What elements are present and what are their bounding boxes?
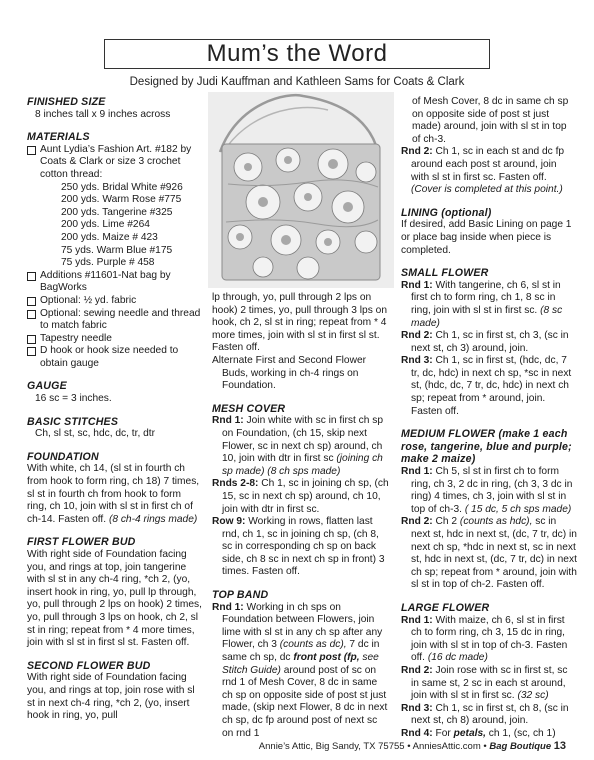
column-right [401, 96, 577, 741]
bag-photo [208, 92, 394, 288]
large-flower-heading: LARGE FLOWER [401, 601, 490, 614]
mesh-rnds-2-8: Rnds 2-8: Ch 1, sc in joining ch sp, (ch 15, sc in next ch sp) around, ch 10, join with dtr in first sc. [212, 478, 389, 515]
material-item: Aunt Lydia’s Fashion Art. #182 by Coats & Clark or size 3 crochet cotton thread: [27, 144, 202, 182]
basic-stitches-heading: BASIC STITCHES [27, 415, 119, 428]
large-rnd-4: Rnd 4: For petals, ch 1, (sc, ch 1) [401, 727, 556, 739]
gauge-text: 16 sc = 3 inches. [35, 393, 112, 405]
small-rnd-3: Rnd 3: Ch 1, sc in first st, (hdc, dc, 7 tr, dc, hdc) in next ch sp, *sc in next st, (hdc, dc, 7 tr, dc, hdc) in next ch sp; repeat from * around, join. Fasten off. [401, 355, 572, 417]
basic-stitches-text: Ch, sl st, sc, hdc, dc, tr, dtr [35, 428, 156, 440]
page-footer [0, 740, 566, 752]
first-bud-heading: FIRST FLOWER BUD [27, 536, 136, 549]
large-rnd-3: Rnd 3: Ch 1, sc in first st, ch 8, (sc in next st, ch 8) around, join. [401, 702, 569, 727]
second-bud-heading: SECOND FLOWER BUD [27, 659, 151, 672]
medium-rnd-1: Rnd 1: Ch 5, sl st in first ch to form ring, ch 3, 2 dc in ring, (ch 3, 3 dc in ring) 4 times, ch 3, join with sl st in top of ch-3. ( 15 dc, 5 ch sps made) [401, 466, 573, 515]
mesh-row-9: Row 9: Working in rows, flatten last rnd, ch 1, sc in joining ch sp, (ch 8, sc in corresponding ch sp on back side, ch 8 sc in next ch sp in front) 3 times. Fasten off. [212, 516, 385, 578]
mesh-continued-text: of Mesh Cover, 8 dc in same ch sp on opposite side of post st just made) around, join with sl st in top of ch-3. [412, 96, 569, 145]
checkbox-icon [27, 347, 36, 356]
top-band-heading: TOP BAND [212, 589, 269, 602]
yarn-line: 75 yds. Warm Blue #175 [61, 244, 173, 256]
material-item: Tapestry needle [27, 333, 202, 346]
medium-rnd-2: Rnd 2: Ch 2 (counts as hdc), sc in next st, hdc in next st, (dc, 7 tr, dc) in next ch sp, *hdc in next st, sc in next st, hdc in next st, (dc, 7 tr, dc) in next ch sp; repeat from * around, join with sl st in top of ch-2. Fasten off. [401, 516, 577, 591]
material-item: Additions #11601-Nat bag by BagWorks [27, 270, 202, 295]
designer-credit: Designed by Judi Kauffman and Kathleen Sams for Coats & Clark [129, 76, 465, 88]
small-rnd-1: Rnd 1: With tangerine, ch 6, sl st in first ch to form ring, ch 1, 8 sc in ring, join with sl st in first sc. (8 sc made) [401, 279, 563, 329]
checkbox-icon [27, 297, 36, 306]
small-rnd-2: Rnd 2: Ch 1, sc in first st, ch 3, (sc in next st, ch 3) around, join. [401, 330, 569, 354]
page-number: 13 [553, 740, 566, 752]
footer-book-title: Bag Boutique [489, 741, 552, 752]
checkbox-icon [27, 310, 36, 319]
footer-publisher: Annie’s Attic, Big Sandy, TX 75755 • AnniesAttic.com • [258, 741, 487, 752]
checkbox-icon [27, 146, 36, 155]
bud-continued-text: lp through, yo, pull through 2 lps on hook) 2 times, yo, pull through 3 lps on hook, ch 2, sl st in ring; repeat from * 4 more times, join with sl st in first sl st. Fasten off. [212, 292, 387, 354]
lining-text: If desired, add Basic Lining on page 1 or place bag inside when piece is completed. [401, 219, 572, 256]
yarn-line: 250 yds. Bridal White #926 [61, 181, 183, 193]
yarn-line: 200 yds. Lime #264 [61, 219, 150, 231]
top-band-rnd-1: Rnd 1: Working in ch sps on Foundation between Flowers, join lime with sl st in any ch sp after any Flower, ch 3 (counts as dc), 7 dc in same ch sp, dc front post (fp, see Stitch Guide) around post of sc on rnd 1 of Mesh Cover, 8 dc in same ch sp on opposite side of post st just made, (skip next Flower, 8 dc in next ch sp, dc fp around post of next sc on rnd 1 [212, 601, 388, 739]
alternate-text: Alternate First and Second Flower Buds, working in ch-4 rings on Foundation. [212, 354, 367, 392]
yarn-line: 75 yds. Purple # 458 [61, 257, 155, 269]
foundation-heading: FOUNDATION [27, 450, 99, 463]
lining-heading: LINING (optional) [401, 206, 492, 219]
materials-heading: MATERIALS [27, 131, 90, 144]
column-middle [212, 292, 390, 740]
medium-flower-heading: MEDIUM FLOWER (make 1 each rose, tangerine, blue and purple; make 2 maize) [401, 428, 572, 466]
large-rnd-1: Rnd 1: With maize, ch 6, sl st in first ch to form ring, ch 3, 15 dc in ring, join with sl st in top of ch-3. Fasten off. (16 dc made) [401, 614, 568, 664]
column-left [27, 96, 202, 723]
top-band-rnd-2: Rnd 2: Ch 1, sc in each st and dc fp around each post st around, join with sl st in first sc. Fasten off. (Cover is completed at this point.) [401, 146, 565, 196]
finished-size-heading: FINISHED SIZE [27, 96, 106, 108]
page-title: Mum’s the Word [104, 39, 490, 69]
finished-size-text: 8 inches tall x 9 inches across [35, 108, 171, 120]
second-bud-text: With right side of Foundation facing you, and rings at top, join rose with sl st in next ch-4 ring, *ch 2, (yo, insert hook in ring, yo, pull [27, 672, 195, 722]
small-flower-heading: SMALL FLOWER [401, 267, 489, 280]
mesh-rnd-1: Rnd 1: Join white with sc in first ch sp on Foundation, (ch 15, skip next Flower, sc in next ch sp) around, ch 10, join with dtr in first sc (joining ch sp made) (8 ch sps made) [212, 415, 383, 477]
first-bud-text: With right side of Foundation facing you, and rings at top, join tangerine with sl st in any ch-4 ring, *ch 2, (yo, insert hook in ring, yo, pull lp through, yo, pull through 2 lps on hook) 2 times, yo, pull through 3 lps on hook, ch 2, sl st in ring; repeat from * 4 more times, join with sl st in first sl st. Fasten off. [27, 549, 202, 649]
yarn-line: 200 yds. Tangerine #325 [61, 206, 173, 218]
gauge-heading: GAUGE [27, 380, 67, 393]
material-item: Optional: sewing needle and thread to match fabric [27, 308, 202, 333]
material-item: D hook or hook size needed to obtain gauge [27, 345, 202, 370]
large-rnd-2: Rnd 2: Join rose with sc in first st, sc in same st, 2 sc in each st around, join with sl st in first sc. (32 sc) [401, 664, 568, 702]
material-item: Optional: ½ yd. fabric [27, 295, 202, 308]
checkbox-icon [27, 272, 36, 281]
foundation-text: With white, ch 14, (sl st in fourth ch from hook to form ring, ch 18) 7 times, sl st in fourth ch from hook to form ring, ch 10, join with sl st in first ch of ch-14. Fasten off. (8 ch-4 rings made) [27, 463, 200, 525]
yarn-line: 200 yds. Maize # 423 [61, 231, 158, 243]
checkbox-icon [27, 335, 36, 344]
crochet-bag-image [208, 92, 394, 288]
yarn-line: 200 yds. Warm Rose #775 [61, 194, 182, 206]
mesh-cover-heading: MESH COVER [212, 402, 286, 415]
